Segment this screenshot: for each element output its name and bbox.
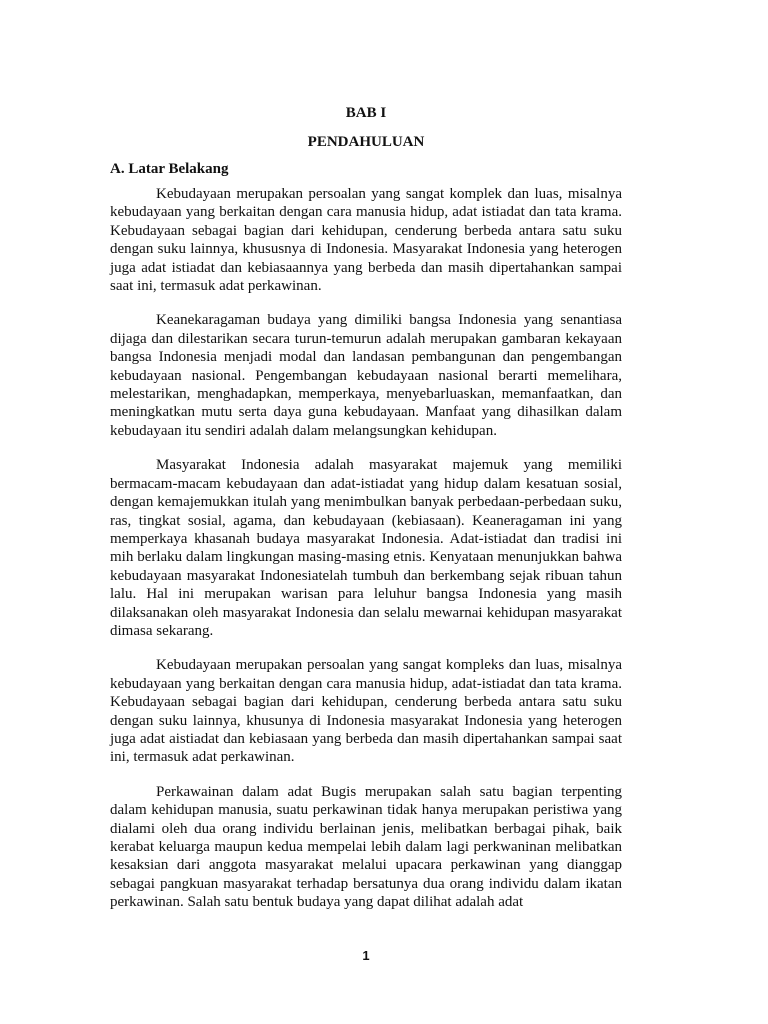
- paragraph-3: Masyarakat Indonesia adalah masyarakat majemuk yang memiliki bermacam-macam kebudayaan dan adat-istiadat yang hidup dalam kesatuan sosial, dengan kemajemukkan itulah yang menimbulkan banyak perbedaan-perbedaan suku, ras, tingkat sosial, agama, dan kebudayaan (kebiasaan). Keaneragaman ini yang memperkaya khasanah budaya masyarakat Indonesia. Adat-istiadat dan tradisi ini mih berlaku dalam lingkungan masing-masing etnis. Kenyataan menunjukkan bahwa kebudayaan masyarakat Indonesiatelah tumbuh dan berkembang sejak ribuan tahun lalu. Hal ini merupakan warisan para leluhur bangsa Indonesia yang masih dilaksanakan oleh masyarakat Indonesia dan selalu mewarnai kehidupan masyarakat dimasa sekarang.: [110, 457, 622, 639]
- page-number: 1: [362, 948, 370, 963]
- body-text: [110, 185, 622, 928]
- chapter-number: BAB I: [345, 105, 387, 121]
- paragraph-2: Keanekaragaman budaya yang dimiliki bangsa Indonesia yang senantiasa dijaga dan dilestarikan secara turun-temurun adalah merupakan gambaran kekayaan bangsa Indonesia menjadi modal dan landasan pembangunan dan pengembangan kebudayaan nasional. Pengembangan kebudayaan nasional berarti memelihara, melestarikan, menghadapkan, memperkaya, menyebarluaskan, memanfaatkan, dan meningkatkan mutu serta daya guna kebudayaan. Manfaat yang dihasilkan dalam kebudayaan itu sendiri adalah dalam melangsungkan kehidupan.: [110, 312, 622, 439]
- section-heading: A. Latar Belakang: [110, 161, 229, 177]
- paragraph-4: Kebudayaan merupakan persoalan yang sangat kompleks dan luas, misalnya kebudayaan yang berkaitan dengan cara manusia hidup, adat-istiadat dan tata krama. Kebudayaan sebagai bagian dari kehidupan, cenderung berbeda antara satu suku dengan suku lainnya, khusunya di Indonesia masyarakat Indonesia yang heterogen juga adat aistiadat dan kebiasaan yang berbeda dan masih dipertahankan sampai saat ini, termasuk adat perkawinan.: [110, 657, 622, 766]
- paragraph-5: Perkawainan dalam adat Bugis merupakan salah satu bagian terpenting dalam kehidupan manusia, suatu perkawinan tidak hanya merupakan peristiwa yang dialami oleh dua orang individu berlainan jenis, melibatkan berbagai pihak, baik kerabat keluarga maupun kedua mempelai lebih dalam lagi perkwaninan melibatkan kesaksian dari anggota masyarakat melalui upacara perkawinan yang dianggap sebagai pangkuan masyarakat terhadap bersatunya dua orang individu dalam ikatan perkawinan. Salah satu bentuk budaya yang dapat dilihat adalah adat: [110, 783, 622, 911]
- chapter-title: PENDAHULUAN: [307, 134, 425, 150]
- paragraph-1: Kebudayaan merupakan persoalan yang sangat komplek dan luas, misalnya kebudayaan yang berkaitan dengan cara manusia hidup, adat istiadat dan tata krama. Kebudayaan sebagai bagian dari kehidupan, cenderung berbeda antara satu suku dengan suku lainnya, khususnya di Indonesia. Masyarakat Indonesia yang heterogen juga adat istiadat dan kebiasaannya yang berbeda dan masih dipertahankan sampai saat ini, termasuk adat perkawinan.: [110, 186, 622, 295]
